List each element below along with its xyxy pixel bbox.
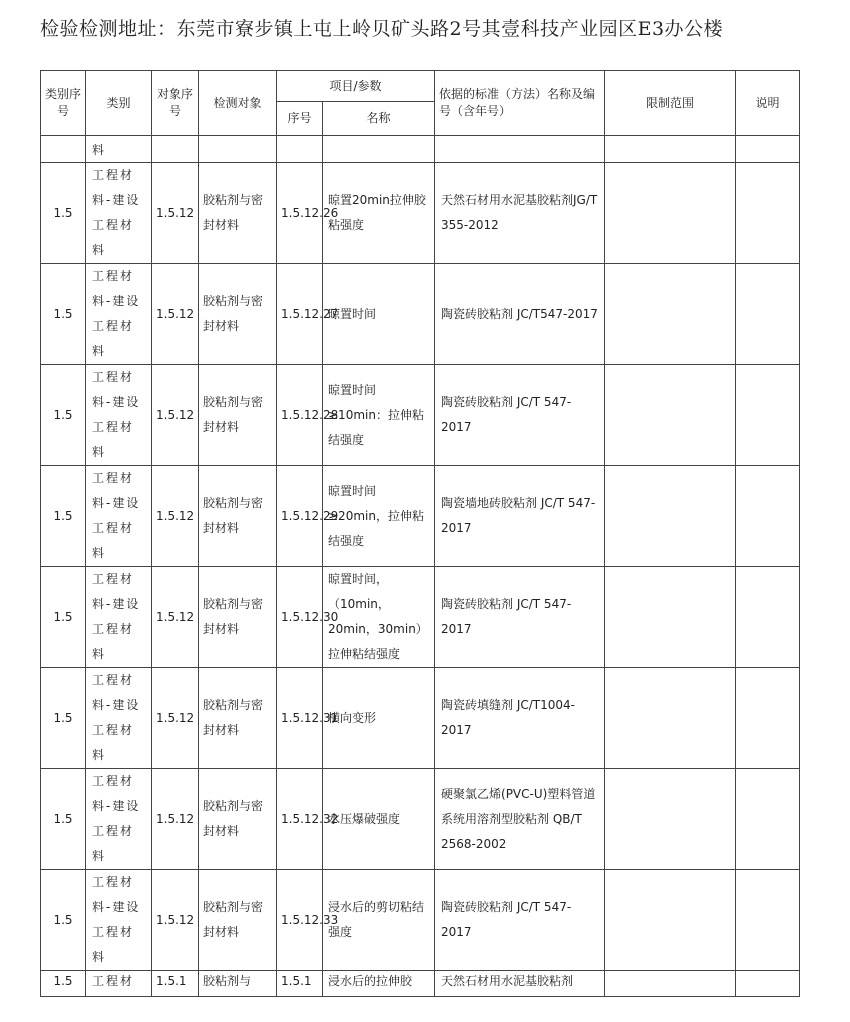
cat-no-cell: 1.5: [41, 365, 86, 466]
table-row: [41, 668, 800, 769]
table-row: [41, 466, 800, 567]
item-name-cell: 浸水后的剪切粘结强度: [323, 870, 435, 971]
cat-no-cell: 1.5: [41, 769, 86, 870]
object-cell: 胶粘剂与密封材料: [199, 163, 277, 264]
object-cell: 胶粘剂与密封材料: [199, 870, 277, 971]
header-item-no: 序号: [277, 102, 323, 136]
category-cell: 工程材料-建设工程材料: [86, 870, 152, 971]
cat-no-cell: 1.5: [41, 163, 86, 264]
obj-no-cell: 1.5.12: [152, 567, 199, 668]
note-cell: [736, 365, 800, 466]
limit-cell: [605, 466, 736, 567]
standard-cell: 陶瓷砖胶粘剂 JC/T 547-2017: [435, 870, 605, 971]
item-name-cell: 晾置时间≥20min，拉伸粘结强度: [323, 466, 435, 567]
header-object: 检测对象: [199, 71, 277, 136]
object-cell: 胶粘剂与密封材料: [199, 264, 277, 365]
limit-cell: [605, 870, 736, 971]
partial-standard-cell: 天然石材用水泥基胶粘剂: [435, 971, 605, 997]
cat-no-cell: 1.5: [41, 466, 86, 567]
obj-no-cell: 1.5.12: [152, 365, 199, 466]
obj-no-cell: 1.5.12: [152, 264, 199, 365]
partial-item-no-cell: 1.5.1: [277, 971, 323, 997]
object-cell: 胶粘剂与密封材料: [199, 769, 277, 870]
obj-no-cell: 1.5.12: [152, 163, 199, 264]
category-cell: 工程材料-建设工程材料: [86, 466, 152, 567]
item-no-cell: 1.5.12.27: [277, 264, 323, 365]
partial-row: [41, 971, 800, 997]
cat-no-cell: 1.5: [41, 870, 86, 971]
note-cell: [736, 567, 800, 668]
note-cell: [736, 668, 800, 769]
standard-cell: 陶瓷砖胶粘剂 JC/T 547-2017: [435, 365, 605, 466]
cat-no-cell: 1.5: [41, 668, 86, 769]
item-no-cell: 1.5.12.30: [277, 567, 323, 668]
object-cell: 胶粘剂与密封材料: [199, 466, 277, 567]
item-name-cell: 晾置20min拉伸胶粘强度: [323, 163, 435, 264]
header-row: [41, 71, 800, 102]
partial-category-cell: 工程材: [86, 971, 152, 997]
header-item-name: 名称: [323, 102, 435, 136]
standard-cell: 陶瓷墙地砖胶粘剂 JC/T 547-2017: [435, 466, 605, 567]
header-category: 类别: [86, 71, 152, 136]
partial-cat-no-cell: 1.5: [41, 971, 86, 997]
header-note: 说明: [736, 71, 800, 136]
limit-cell: [605, 365, 736, 466]
category-cell: 工程材料-建设工程材料: [86, 769, 152, 870]
item-name-cell: 晾置时间: [323, 264, 435, 365]
item-no-cell: 1.5.12.29: [277, 466, 323, 567]
category-cell: 工程材料-建设工程材料: [86, 365, 152, 466]
item-no-cell: 1.5.12.26: [277, 163, 323, 264]
header-obj-no: 对象序号: [152, 71, 199, 136]
header-cat-no: 类别序号: [41, 71, 86, 136]
object-cell: 胶粘剂与密封材料: [199, 567, 277, 668]
accreditation-table: [40, 70, 800, 997]
continued-category: 料: [86, 136, 152, 163]
item-no-cell: 1.5.12.28: [277, 365, 323, 466]
limit-cell: [605, 668, 736, 769]
standard-cell: 陶瓷砖胶粘剂 JC/T547-2017: [435, 264, 605, 365]
table-row: [41, 870, 800, 971]
partial-object-cell: 胶粘剂与: [199, 971, 277, 997]
limit-cell: [605, 264, 736, 365]
page-title: 检验检测地址：东莞市寮步镇上屯上岭贝矿头路2号其壹科技产业园区E3办公楼: [40, 18, 724, 40]
table-row: [41, 365, 800, 466]
note-cell: [736, 466, 800, 567]
continued-row: [41, 136, 800, 163]
partial-obj-no-cell: 1.5.1: [152, 971, 199, 997]
header-item-group: 项目/参数: [277, 71, 435, 102]
header-standard: 依据的标准（方法）名称及编号（含年号）: [435, 71, 605, 136]
note-cell: [736, 769, 800, 870]
partial-item-name-cell: 浸水后的拉伸胶: [323, 971, 435, 997]
standard-cell: 天然石材用水泥基胶粘剂JG/T 355-2012: [435, 163, 605, 264]
item-name-cell: 水压爆破强度: [323, 769, 435, 870]
standard-cell: 陶瓷砖胶粘剂 JC/T 547-2017: [435, 567, 605, 668]
partial-note-cell: [736, 971, 800, 997]
table-row: [41, 163, 800, 264]
note-cell: [736, 264, 800, 365]
category-cell: 工程材料-建设工程材料: [86, 264, 152, 365]
category-cell: 工程材料-建设工程材料: [86, 163, 152, 264]
limit-cell: [605, 769, 736, 870]
limit-cell: [605, 163, 736, 264]
header-limit: 限制范围: [605, 71, 736, 136]
note-cell: [736, 163, 800, 264]
cat-no-cell: 1.5: [41, 264, 86, 365]
item-name-cell: 横向变形: [323, 668, 435, 769]
item-no-cell: 1.5.12.32: [277, 769, 323, 870]
item-name-cell: 晾置时间≥10min：拉伸粘结强度: [323, 365, 435, 466]
limit-cell: [605, 567, 736, 668]
table-row: [41, 567, 800, 668]
item-name-cell: 晾置时间，（10min，20min，30min）拉伸粘结强度: [323, 567, 435, 668]
object-cell: 胶粘剂与密封材料: [199, 668, 277, 769]
table-row: [41, 769, 800, 870]
obj-no-cell: 1.5.12: [152, 769, 199, 870]
cat-no-cell: 1.5: [41, 567, 86, 668]
obj-no-cell: 1.5.12: [152, 870, 199, 971]
standard-cell: 硬聚氯乙烯(PVC-U)塑料管道系统用溶剂型胶粘剂 QB/T 2568-2002: [435, 769, 605, 870]
category-cell: 工程材料-建设工程材料: [86, 567, 152, 668]
partial-limit-cell: [605, 971, 736, 997]
obj-no-cell: 1.5.12: [152, 466, 199, 567]
standard-cell: 陶瓷砖填缝剂 JC/T1004-2017: [435, 668, 605, 769]
table-row: [41, 264, 800, 365]
obj-no-cell: 1.5.12: [152, 668, 199, 769]
object-cell: 胶粘剂与密封材料: [199, 365, 277, 466]
category-cell: 工程材料-建设工程材料: [86, 668, 152, 769]
item-no-cell: 1.5.12.31: [277, 668, 323, 769]
table-body: [41, 136, 800, 997]
note-cell: [736, 870, 800, 971]
item-no-cell: 1.5.12.33: [277, 870, 323, 971]
